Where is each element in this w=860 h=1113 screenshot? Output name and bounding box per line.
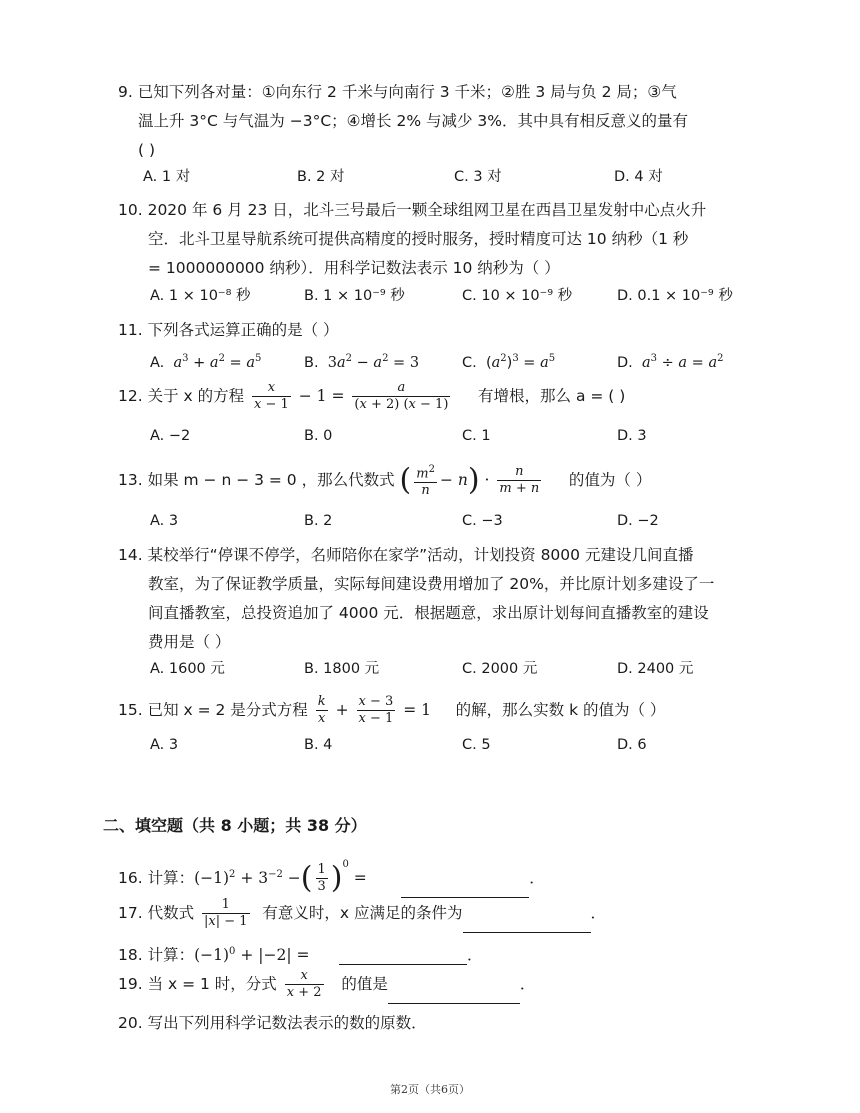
q12-fraction-right: $\frac{a}{(x + 2) (x - 1)}$ xyxy=(354,380,449,412)
q11-option-c: C. $(a^2)^3 = a^5$ xyxy=(462,353,556,371)
page-footer: 第2页（共6页） xyxy=(390,1083,470,1096)
q15-option-c: C. 5 xyxy=(462,737,491,753)
q12-option-c: C. 1 xyxy=(462,428,491,444)
q13-option-b: B. 2 xyxy=(304,513,333,529)
q12-option-d: D. 3 xyxy=(617,428,647,444)
q9-line2: 温上升 3°C 与气温为 −3°C；④增长 2% 与减少 3%．其中具有相反意义的量有 xyxy=(138,112,688,130)
q17-line: 17. 代数式 $\frac{1}{|x| - 1}$ 有意义时，x 应满足的条件为 ． xyxy=(118,893,606,933)
q14-option-c: C. 2000 元 xyxy=(462,661,538,677)
q10-line1: 10. 2020 年 6 月 23 日，北斗三号最后一颗全球组网卫星在西昌卫星发射中心点火升 xyxy=(118,201,707,219)
q14-option-b: B. 1800 元 xyxy=(304,661,380,677)
q14-line3: 间直播教室，总投资追加了 4000 元．根据题意，求出原计划每间直播教室的建设 xyxy=(148,604,709,622)
q14-line1: 14. 某校举行“停课不停学，名师陪你在家学”活动，计划投资 8000 元建设几间直播 xyxy=(118,546,694,564)
q13-fraction-inner: $\frac{m^2}{n}$ xyxy=(416,463,435,499)
q19-fraction: $\frac{x}{x + 2}$ xyxy=(286,968,322,1000)
q9-option-a: A. 1 对 xyxy=(143,169,191,185)
q14-line2: 教室，为了保证教学质量，实际每间建设费用增加了 20%，并比原计划多建设了一 xyxy=(148,575,715,593)
q9-option-d: D. 4 对 xyxy=(614,169,663,185)
q10-option-c: C. 10 × 10⁻⁹ 秒 xyxy=(462,288,573,304)
q11-option-a: A. $a^3 + a^2 = a^5$ xyxy=(150,353,262,371)
q14-option-d: D. 2400 元 xyxy=(617,661,694,677)
section-heading-fill-in: 二、填空题（共 8 小题；共 38 分） xyxy=(103,816,367,835)
q14-line4: 费用是（ ） xyxy=(148,633,231,651)
q15-option-d: D. 6 xyxy=(617,737,647,753)
q10-line3: = 1000000000 纳秒）．用科学记数法表示 10 纳秒为（ ） xyxy=(148,259,560,277)
q17-answer-blank[interactable] xyxy=(463,916,591,933)
q9-line3: ( ) xyxy=(138,141,156,159)
q12-option-a: A. −2 xyxy=(150,428,191,444)
q15-fraction-main: $\frac{x - 3}{x - 1}$ xyxy=(358,694,394,726)
q18-line: 18. 计算：$(-1)^0 + |-2|$ = ． xyxy=(118,946,483,965)
q19-answer-blank[interactable] xyxy=(388,987,520,1004)
q12-line: 12. 关于 x 的方程 $\frac{x}{x - 1}$ − 1 = $\frac{a}{(x + 2) (x - 1)}$ 有增根，那么 a = ( ) xyxy=(118,380,626,412)
q11-line1: 11. 下列各式运算正确的是（ ） xyxy=(118,321,339,339)
q19-line: 19. 当 x = 1 时，分式 $\frac{x}{x + 2}$ 的值是 ． xyxy=(118,964,535,1004)
q9-option-b: B. 2 对 xyxy=(297,169,345,185)
q11-option-b: B. $3a^2 - a^2 = 3$ xyxy=(304,353,420,371)
q17-fraction: $\frac{1}{|x| - 1}$ xyxy=(204,897,248,929)
q10-line2: 空．北斗卫星导航系统可提供高精度的授时服务，授时精度可达 10 纳秒（1 秒 xyxy=(148,230,689,248)
q12-option-b: B. 0 xyxy=(304,428,333,444)
q16-fraction: $\frac{1}{3}$ xyxy=(317,862,326,894)
q13-option-d: D. −2 xyxy=(617,513,659,529)
q16-line: 16. 计算：$(-1)^2 + 3^{-2}$ −( $\frac{1}{3}$ )$^0$ = ． xyxy=(118,845,545,898)
q10-option-a: A. 1 × 10⁻⁸ 秒 xyxy=(150,288,251,304)
q13-option-c: C. −3 xyxy=(462,513,503,529)
q15-fraction-k: $\frac{k}{x}$ xyxy=(317,694,326,726)
q15-option-b: B. 4 xyxy=(304,737,333,753)
q15-option-a: A. 3 xyxy=(150,737,179,753)
q13-fraction-outer: $\frac{n}{m + n}$ xyxy=(499,464,540,496)
q12-fraction-left: $\frac{x}{x - 1}$ xyxy=(254,380,289,412)
q9-option-c: C. 3 对 xyxy=(454,169,502,185)
q9-line1: 9. 已知下列各对量：①向东行 2 千米与向南行 3 千米；②胜 3 局与负 2 局；③气 xyxy=(118,83,677,101)
q11-option-d: D. $a^3 \div a = a^2$ xyxy=(617,353,724,371)
q14-option-a: A. 1600 元 xyxy=(150,661,225,677)
q10-option-b: B. 1 × 10⁻⁹ 秒 xyxy=(304,288,405,304)
q10-option-d: D. 0.1 × 10⁻⁹ 秒 xyxy=(617,288,733,304)
q20-line: 20. 写出下列用科学记数法表示的数的原数． xyxy=(118,1014,427,1032)
q18-answer-blank[interactable] xyxy=(339,948,467,965)
q13-line: 13. 如果 m − n − 3 = 0 ，那么代数式 ( $\frac{m^2}{n}$ − n) · $\frac{n}{m + n}$ 的值为（ ） xyxy=(118,462,652,499)
q13-option-a: A. 3 xyxy=(150,513,179,529)
q15-line: 15. 已知 x = 2 是分式方程 $\frac{k}{x}$ + $\frac{x - 3}{x - 1}$ = 1 的解，那么实数 k 的值为（ ） xyxy=(118,694,666,726)
